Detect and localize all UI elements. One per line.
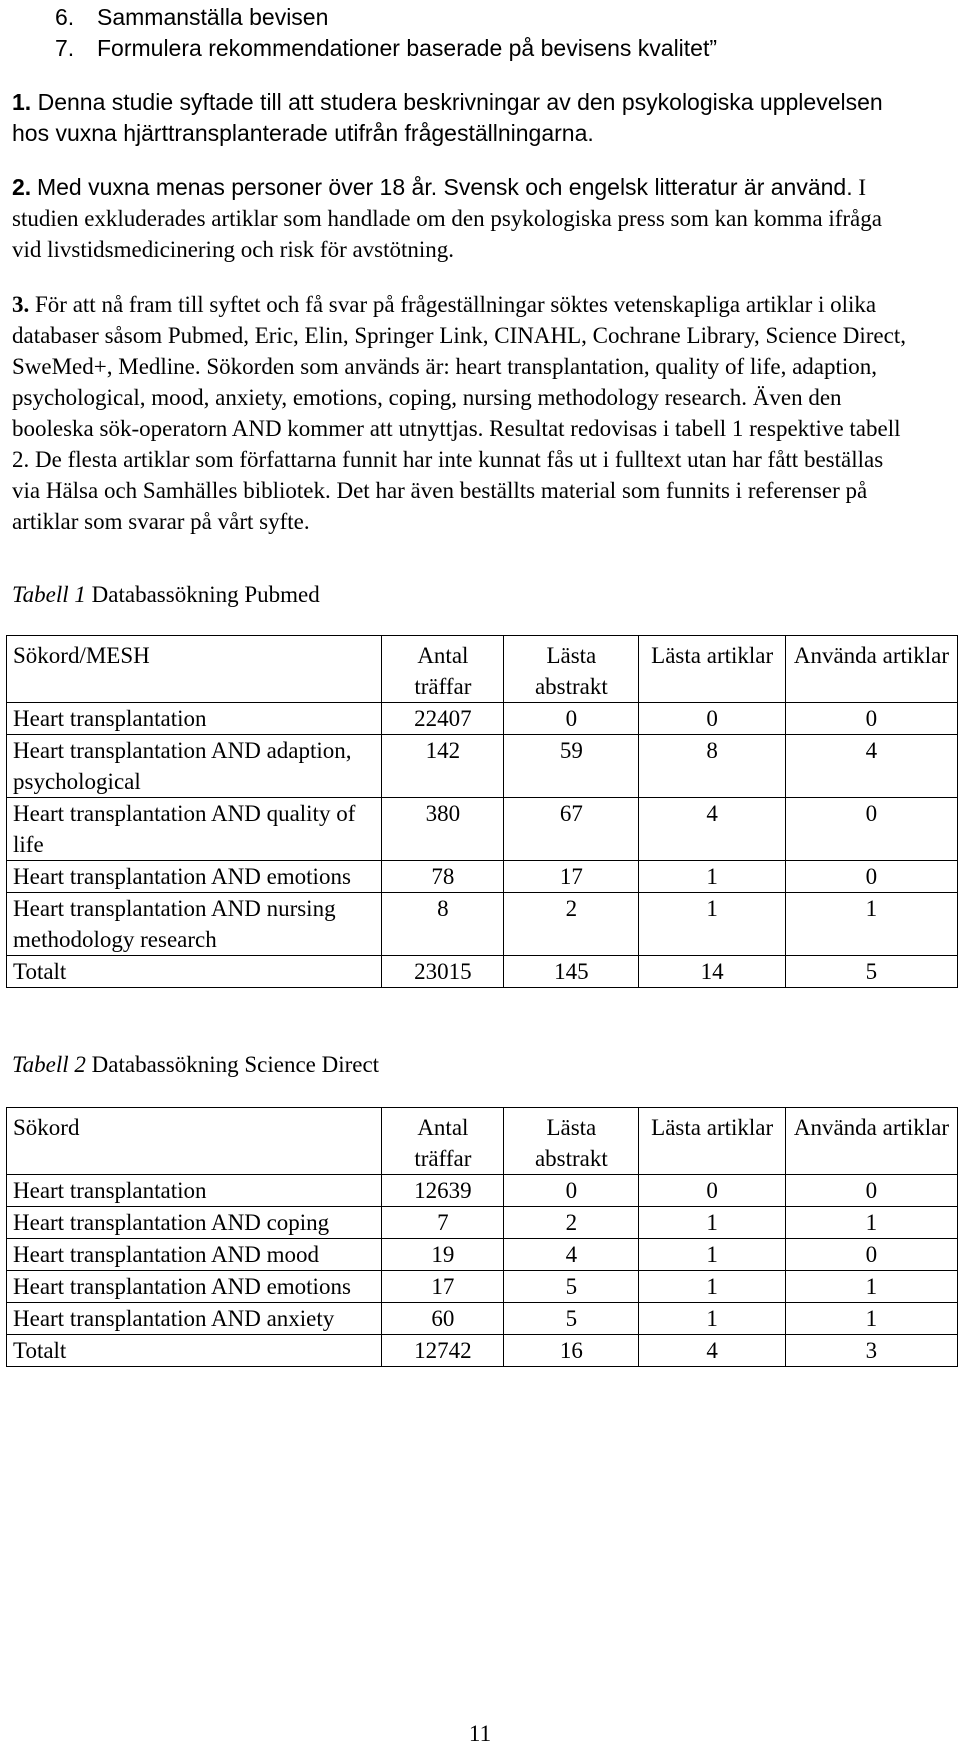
list-item-number: 6. [55,4,75,30]
paragraph-text-serif: I studien exkluderades artiklar som handlade om den psykologiska press som kan komma ifråga vid livstidsmedicinering och risk för avstötning. [12,175,882,262]
table-row [7,1303,958,1335]
cell-read-abstracts: 2 [504,1207,639,1239]
list-item [55,2,717,33]
table-row [7,703,958,735]
paragraph-number: 2. [12,174,32,200]
cell-read-articles: 0 [639,1175,785,1207]
cell-hits: 12742 [382,1335,504,1367]
cell-used-articles: 1 [785,1271,957,1303]
table-row-total [7,1335,958,1367]
table-row [7,893,958,956]
cell-search-term: Totalt [7,956,382,988]
paragraph-answer-1 [12,87,912,149]
table-row [7,735,958,798]
paragraph-number: 1. [12,89,32,115]
paragraph-answer-2 [12,172,912,265]
cell-hits: 8 [382,893,504,956]
table-row [7,1207,958,1239]
cell-read-abstracts: 0 [504,1175,639,1207]
table2-caption-label: Tabell 2 [12,1052,86,1077]
cell-search-term: Heart transplantation [7,1175,382,1207]
cell-read-articles: 1 [639,861,785,893]
cell-read-abstracts: 16 [504,1335,639,1367]
paragraph-text-sans: Med vuxna menas personer över 18 år. Svensk och engelsk litteratur är använd. [36,174,853,200]
cell-hits: 23015 [382,956,504,988]
paragraph-text: Denna studie syftade till att studera beskrivningar av den psykologiska upplevelsen hos vuxna hjärttransplanterade utifrån frågeställningarna. [12,89,883,146]
table2-caption [12,1049,379,1080]
header-cell-read-articles: Lästa artiklar [639,636,785,703]
cell-used-articles: 0 [785,798,957,861]
cell-used-articles: 4 [785,735,957,798]
cell-read-abstracts: 2 [504,893,639,956]
cell-search-term: Heart transplantation AND quality of life [7,798,382,861]
cell-hits: 17 [382,1271,504,1303]
cell-read-articles: 0 [639,703,785,735]
cell-read-articles: 1 [639,1303,785,1335]
cell-read-abstracts: 67 [504,798,639,861]
table2-science-direct [6,1107,958,1367]
cell-hits: 142 [382,735,504,798]
cell-read-articles: 4 [639,798,785,861]
cell-hits: 380 [382,798,504,861]
header-cell-read-abstracts: Lästa abstrakt [504,1108,639,1175]
cell-read-articles: 4 [639,1335,785,1367]
cell-used-articles: 1 [785,1207,957,1239]
header-cell-read-abstracts: Lästa abstrakt [504,636,639,703]
table-row [7,1271,958,1303]
cell-used-articles: 1 [785,893,957,956]
cell-read-articles: 1 [639,1239,785,1271]
cell-read-abstracts: 145 [504,956,639,988]
cell-hits: 19 [382,1239,504,1271]
cell-read-articles: 1 [639,893,785,956]
cell-used-articles: 0 [785,1239,957,1271]
cell-hits: 22407 [382,703,504,735]
table1-pubmed [6,635,958,988]
header-cell-hits: Antal träffar [382,1108,504,1175]
paragraph-number: 3. [12,292,30,317]
header-cell-search-term: Sökord/MESH [7,636,382,703]
cell-used-articles: 0 [785,703,957,735]
cell-search-term: Totalt [7,1335,382,1367]
cell-search-term: Heart transplantation AND mood [7,1239,382,1271]
table-row [7,798,958,861]
cell-read-abstracts: 17 [504,861,639,893]
cell-read-abstracts: 4 [504,1239,639,1271]
cell-read-articles: 1 [639,1271,785,1303]
header-cell-hits: Antal träffar [382,636,504,703]
table-row [7,1175,958,1207]
paragraph-text: För att nå fram till syftet och få svar på frågeställningar söktes vetenskapliga artiklar i olika databaser såsom Pubmed, Eric, Elin, Springer Link, CINAHL, Cochrane Library, Science Direct, SweMed+, Medline. Sökorden som används är: heart transplantation, quality of life, adaption, psychological, mood, anxiety, emotions, coping, nursing methodology research. Även den booleska sök-operatorn AND kommer att utnyttjas. Resultat redovisas i tabell 1 respektive tabell 2. De flesta artiklar som författarna funnit har inte kunnat fås ut i fulltext utan har fått beställas via Hälsa och Samhälles bibliotek. Det har även beställts material som funnits i referenser på artiklar som svarar på vårt syfte. [12,292,906,534]
list-item-text: Sammanställa bevisen [97,4,329,30]
list-item [55,33,717,64]
table-row [7,861,958,893]
cell-hits: 60 [382,1303,504,1335]
cell-read-abstracts: 0 [504,703,639,735]
cell-used-articles: 0 [785,1175,957,1207]
table-header-row [7,636,958,703]
list-item-number: 7. [55,35,75,61]
cell-read-abstracts: 5 [504,1303,639,1335]
header-cell-read-articles: Lästa artiklar [639,1108,785,1175]
cell-used-articles: 3 [785,1335,957,1367]
list-item-text: Formulera rekommendationer baserade på bevisens kvalitet” [97,35,718,61]
cell-read-articles: 14 [639,956,785,988]
cell-search-term: Heart transplantation AND emotions [7,1271,382,1303]
method-steps-list [55,2,717,64]
cell-search-term: Heart transplantation AND nursing methodology research [7,893,382,956]
page-number: 11 [468,1721,492,1746]
table-row-total [7,956,958,988]
cell-used-articles: 1 [785,1303,957,1335]
table1-caption-text: Databassökning Pubmed [91,582,320,607]
header-cell-used-articles: Använda artiklar [785,1108,957,1175]
table-header-row [7,1108,958,1175]
cell-read-articles: 8 [639,735,785,798]
cell-used-articles: 5 [785,956,957,988]
table2-caption-text: Databassökning Science Direct [91,1052,380,1077]
cell-used-articles: 0 [785,861,957,893]
cell-search-term: Heart transplantation AND coping [7,1207,382,1239]
table-row [7,1239,958,1271]
cell-read-abstracts: 59 [504,735,639,798]
cell-read-articles: 1 [639,1207,785,1239]
cell-hits: 7 [382,1207,504,1239]
paragraph-answer-3 [12,289,912,537]
header-cell-search-term: Sökord [7,1108,382,1175]
cell-hits: 12639 [382,1175,504,1207]
cell-read-abstracts: 5 [504,1271,639,1303]
table1-caption-label: Tabell 1 [12,582,86,607]
cell-search-term: Heart transplantation AND anxiety [7,1303,382,1335]
table1-caption [12,579,320,610]
cell-search-term: Heart transplantation AND emotions [7,861,382,893]
header-cell-used-articles: Använda artiklar [785,636,957,703]
cell-search-term: Heart transplantation [7,703,382,735]
cell-search-term: Heart transplantation AND adaption, psychological [7,735,382,798]
cell-hits: 78 [382,861,504,893]
